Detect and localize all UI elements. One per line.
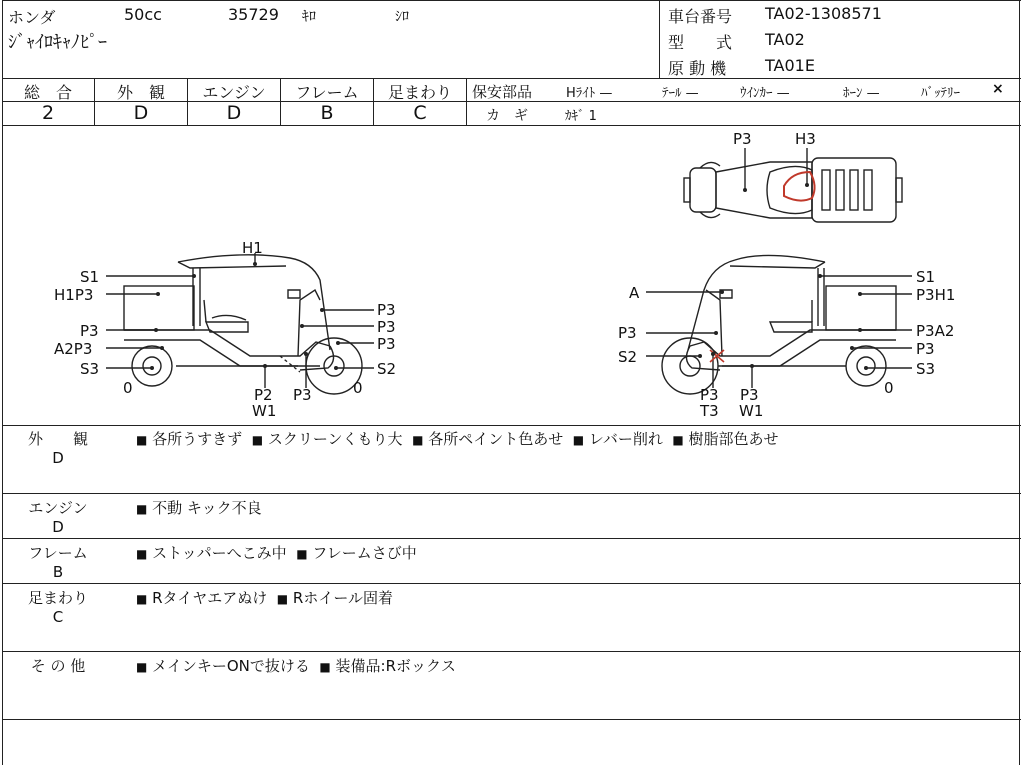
- left-label-p3-r2: P3: [377, 318, 396, 336]
- bullet: ■: [572, 433, 585, 447]
- rule-diagram: [2, 425, 1021, 426]
- bullet: ■: [136, 660, 148, 674]
- left-label-s2: S2: [377, 360, 397, 378]
- model-name: ｼﾞｬｲﾛｷｬﾉﾋﾟｰ: [8, 32, 107, 53]
- rule-header: [2, 78, 1021, 79]
- scooter-top-view: [684, 148, 902, 222]
- notes-suspension-list: [136, 587, 393, 608]
- bullet: ■: [136, 547, 148, 561]
- grade-total-value: 2: [41, 102, 55, 124]
- left-label-zero-rear: 0: [123, 379, 133, 397]
- grade-exterior-value: D: [133, 102, 149, 124]
- right-label-s1: S1: [916, 268, 936, 286]
- mileage: 35729: [228, 5, 279, 24]
- grade-suspension-label: 足まわり: [387, 83, 452, 102]
- rule-exterior: [2, 493, 1021, 494]
- top-label-p3: P3: [733, 130, 752, 148]
- bullet: ■: [296, 547, 308, 561]
- grade-exterior-label: 外 観: [116, 83, 165, 102]
- notes-suspension-grade: C: [52, 608, 64, 626]
- right-label-a: A: [629, 284, 640, 302]
- top-label-h3: H3: [795, 130, 816, 148]
- grade-engine-label: エンジン: [202, 83, 266, 102]
- scooter-left-view: [106, 253, 374, 394]
- scooter-diagram: [0, 126, 1024, 424]
- right-label-zero: 0: [884, 379, 894, 397]
- note-item: 各所ペイント色あせ: [428, 430, 564, 448]
- notes-frame-grade: B: [52, 563, 64, 581]
- grade-total-label: 総 合: [23, 83, 72, 102]
- note-item: Rタイヤエアぬけ: [152, 589, 268, 607]
- left-label-s3: S3: [80, 360, 100, 378]
- right-label-p3: P3: [618, 324, 637, 342]
- left-label-zero-front: 0: [353, 379, 363, 397]
- frame-number-value: TA02-1308571: [765, 4, 882, 23]
- grade-frame-value: B: [320, 102, 334, 124]
- note-item: 各所うすきず: [152, 430, 243, 448]
- frame-number-label: 車台番号: [668, 7, 733, 26]
- safety-subrule: [466, 101, 1021, 102]
- bullet: ■: [251, 433, 264, 447]
- top-view-damage-outline: [784, 172, 815, 201]
- left-label-p3-r3: P3: [377, 335, 396, 353]
- mileage-unit: ｷﾛ: [302, 9, 316, 25]
- grade-frame-label: フレーム: [295, 83, 359, 102]
- color: ｼﾛ: [395, 9, 409, 25]
- right-label-s3: S3: [916, 360, 936, 378]
- safety-horn: ﾎｰﾝ —: [843, 86, 880, 101]
- bullet: ■: [136, 502, 148, 516]
- left-label-p2: P2: [254, 386, 273, 404]
- notes-exterior-list: [136, 428, 779, 449]
- left-label-h1p3: H1P3: [54, 286, 94, 304]
- note-item: メインキーONで抜ける: [152, 657, 310, 675]
- key-label: カ ギ: [486, 108, 528, 124]
- displacement: 50cc: [124, 5, 162, 24]
- left-label-s1: S1: [80, 268, 100, 286]
- engine-model-value: TA01E: [765, 56, 815, 75]
- grade-engine-value: D: [226, 102, 242, 124]
- notes-exterior-grade: D: [52, 449, 64, 467]
- grade-suspension-value: C: [413, 102, 427, 124]
- scooter-right-view: [646, 255, 912, 394]
- right-label-w1: W1: [739, 402, 764, 420]
- note-item: Rホイール固着: [292, 589, 394, 607]
- notes-suspension-label: 足まわり: [27, 589, 88, 607]
- note-item: 不動 キック不良: [152, 499, 262, 517]
- notes-other-list: [136, 655, 456, 676]
- right-label-s2: S2: [618, 348, 638, 366]
- left-label-h1: H1: [242, 239, 263, 257]
- type-value: TA02: [765, 30, 805, 49]
- note-item: スクリーンくもり大: [267, 430, 403, 448]
- safety-tail: ﾃｰﾙ —: [662, 86, 699, 101]
- safety-headlight: Hﾗｲﾄ —: [566, 86, 613, 101]
- safety-winker: ｳｲﾝｶｰ —: [740, 86, 790, 101]
- note-item: 樹脂部色あせ: [688, 430, 779, 448]
- maker: ホンダ: [8, 8, 56, 27]
- safety-label: 保安部品: [472, 83, 533, 101]
- right-label-p3-b1: P3: [700, 386, 719, 404]
- note-item: 装備品:Rボックス: [335, 657, 456, 675]
- left-view-dots: [150, 262, 340, 370]
- bullet: ■: [136, 433, 148, 447]
- bullet: ■: [412, 433, 424, 447]
- rule-frame: [2, 583, 1021, 584]
- bullet: ■: [319, 660, 331, 674]
- right-label-p3-rear: P3: [916, 340, 935, 358]
- right-label-p3h1: P3H1: [916, 286, 956, 304]
- bullet: ■: [276, 592, 289, 606]
- rule-engine: [2, 538, 1021, 539]
- left-label-w1: W1: [252, 402, 277, 420]
- battery-mark: ×: [992, 81, 1004, 97]
- notes-engine-list: [136, 497, 262, 518]
- rule-other: [2, 719, 1021, 720]
- notes-other-label: そ の 他: [30, 657, 86, 675]
- type-label: 型 式: [668, 33, 733, 52]
- right-label-t3: T3: [700, 402, 719, 420]
- engine-model-label: 原 動 機: [668, 59, 727, 78]
- right-label-p3a2: P3A2: [916, 322, 955, 340]
- rule-suspension: [2, 651, 1021, 652]
- right-label-p3-b2: P3: [740, 386, 759, 404]
- header-divider: [659, 0, 660, 78]
- notes-exterior-label: 外 観: [27, 430, 88, 448]
- rule-top: [2, 0, 1021, 1]
- notes-engine-label: エンジン: [28, 499, 88, 517]
- note-item: レバー削れ: [588, 430, 663, 448]
- left-label-a2p3: A2P3: [54, 340, 93, 358]
- safety-battery: ﾊﾞｯﾃﾘｰ: [921, 86, 960, 101]
- key-value: ｶｷﾞ 1: [565, 109, 597, 124]
- left-label-p3: P3: [80, 322, 99, 340]
- bullet: ■: [672, 433, 684, 447]
- notes-engine-grade: D: [52, 518, 64, 536]
- note-item: ストッパーへこみ中: [152, 544, 287, 562]
- left-label-p3-r1: P3: [377, 301, 396, 319]
- bullet: ■: [136, 592, 148, 606]
- note-item: フレームさび中: [312, 544, 417, 562]
- left-label-p3-bottom: P3: [293, 386, 312, 404]
- notes-frame-label: フレーム: [28, 544, 88, 562]
- notes-frame-list: [136, 542, 417, 563]
